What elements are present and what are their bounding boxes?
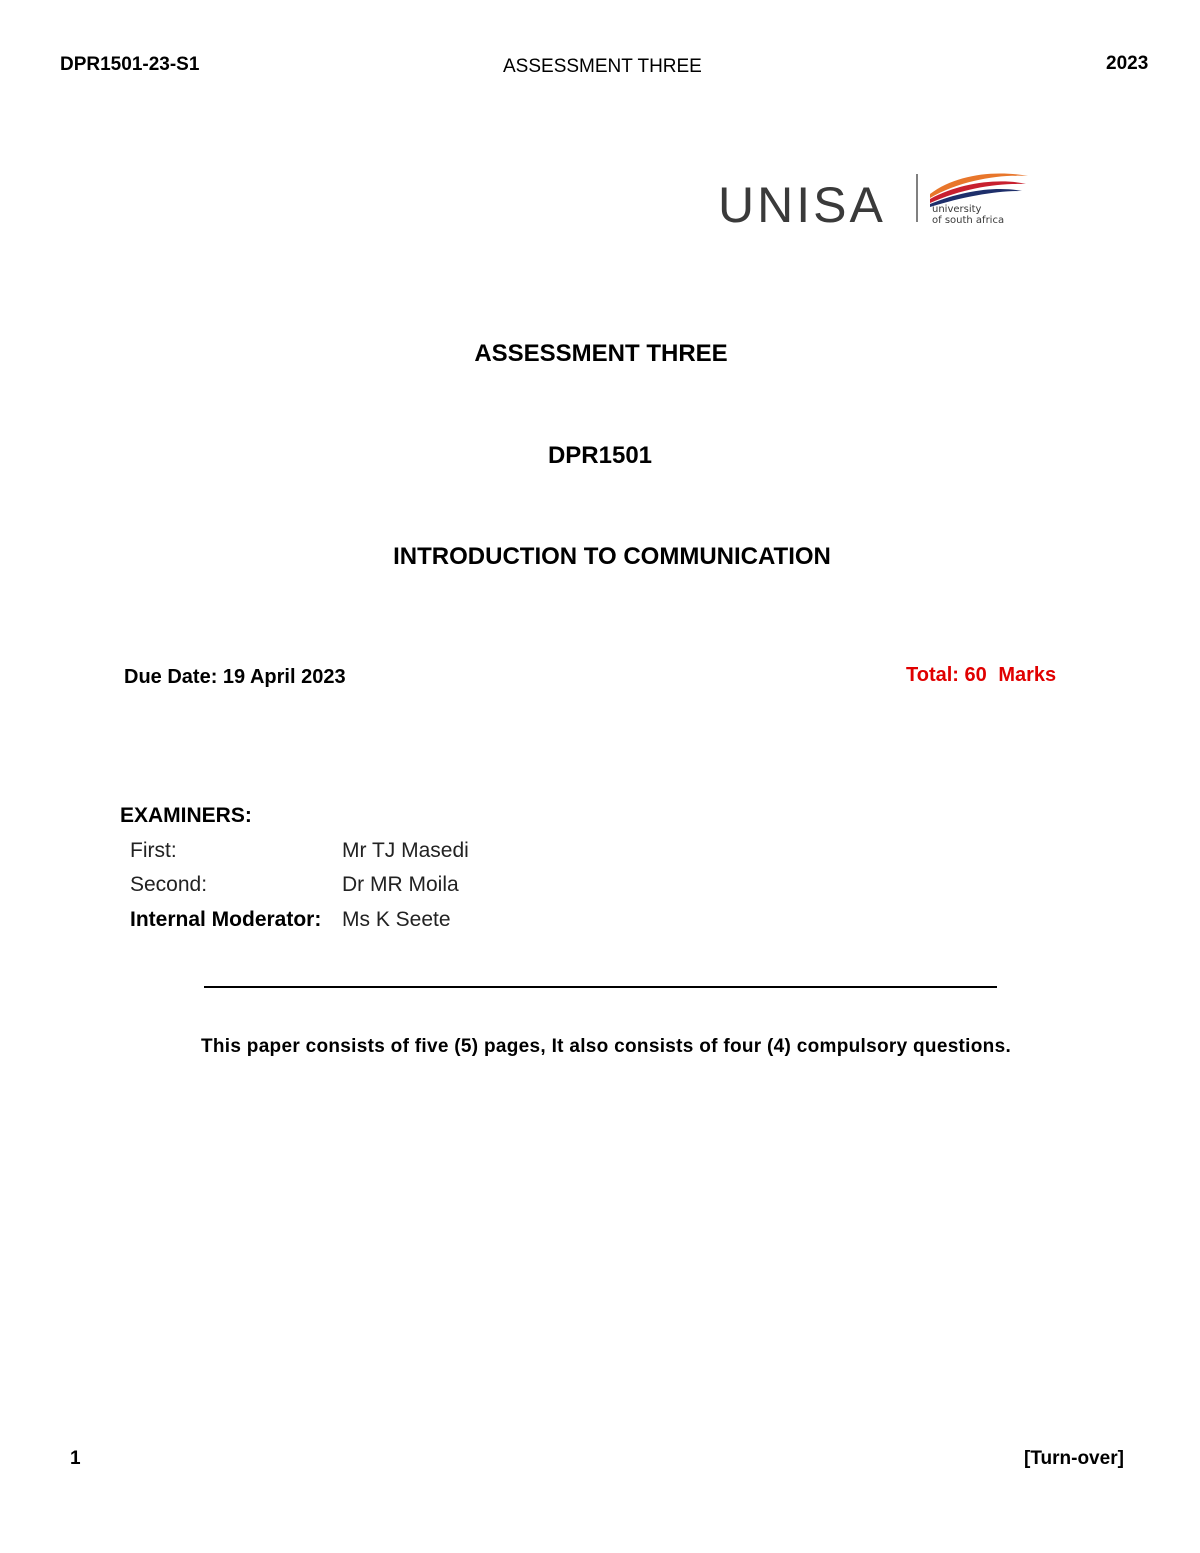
paper-note: This paper consists of five (5) pages, It also consists of four (4) compulsory questions. (200, 1036, 1012, 1057)
examiners-heading: EXAMINERS: (120, 804, 252, 827)
first-examiner-name: Mr TJ Masedi (342, 839, 469, 862)
first-examiner-label: First: (130, 839, 177, 862)
moderator-name: Ms K Seete (342, 908, 451, 931)
total-marks (906, 664, 1056, 687)
module-name: INTRODUCTION TO COMMUNICATION (393, 543, 831, 570)
header-module-code: DPR1501-23-S1 (60, 54, 200, 75)
turn-over-label: [Turn-over] (1024, 1448, 1124, 1469)
page-number: 1 (70, 1448, 81, 1469)
second-examiner-label: Second: (130, 873, 208, 896)
logo-tagline-2: of south africa (932, 215, 1005, 226)
unisa-logo (716, 164, 1036, 234)
header-year: 2023 (1106, 53, 1149, 74)
assessment-title: ASSESSMENT THREE (474, 340, 728, 367)
horizontal-rule (204, 986, 997, 988)
due-date: Due Date: 19 April 2023 (124, 666, 346, 688)
logo-tagline-1: university (932, 204, 982, 215)
second-examiner-name: Dr MR Moila (342, 873, 459, 896)
header-assessment-title: ASSESSMENT THREE (503, 56, 702, 77)
total-label: Total: (906, 664, 959, 686)
total-value: 60 (964, 664, 987, 686)
logo-wordmark: UNISA (718, 177, 886, 233)
moderator-label: Internal Moderator: (130, 908, 322, 931)
total-unit: Marks (998, 664, 1057, 686)
module-code: DPR1501 (547, 442, 653, 469)
